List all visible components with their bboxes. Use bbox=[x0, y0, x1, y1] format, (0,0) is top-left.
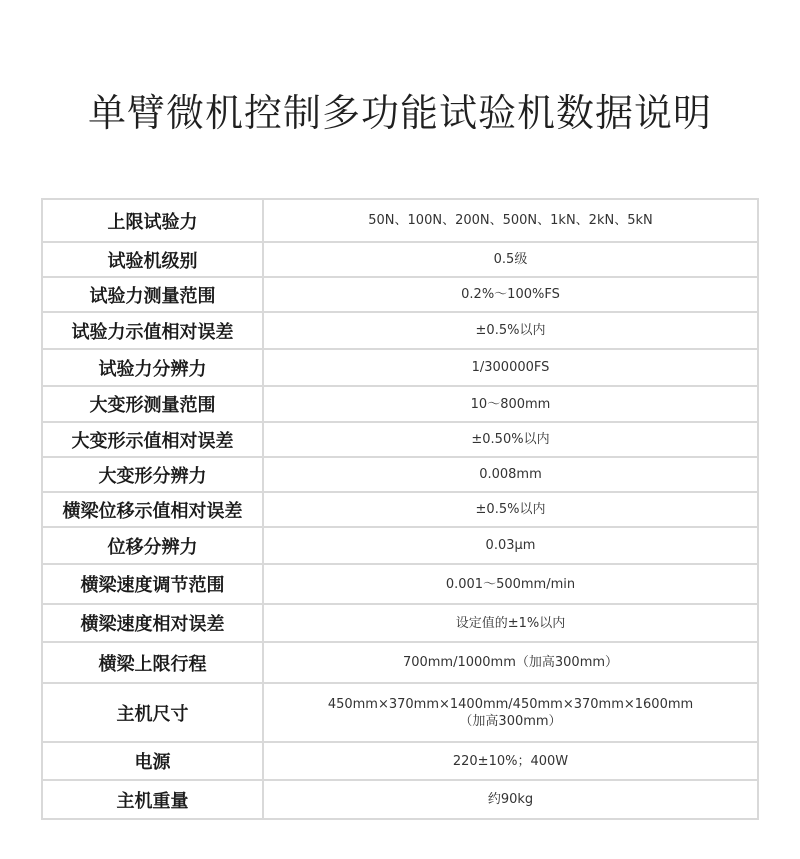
spec-label: 横梁速度相对误差 bbox=[42, 604, 263, 642]
spec-label: 上限试验力 bbox=[42, 199, 263, 242]
table-row bbox=[42, 242, 758, 277]
spec-table bbox=[41, 198, 759, 820]
spec-value: 700mm/1000mm（加高300mm） bbox=[263, 642, 758, 683]
spec-value: ±0.5%以内 bbox=[263, 492, 758, 527]
spec-label: 横梁位移示值相对误差 bbox=[42, 492, 263, 527]
spec-value: 0.2%～100%FS bbox=[263, 277, 758, 312]
table-row bbox=[42, 349, 758, 386]
spec-table-body bbox=[42, 199, 758, 819]
spec-label: 大变形测量范围 bbox=[42, 386, 263, 422]
spec-value bbox=[263, 683, 758, 742]
spec-label: 试验机级别 bbox=[42, 242, 263, 277]
spec-value: 0.008mm bbox=[263, 457, 758, 492]
spec-value-line: 450mm×370mm×1400mm/450mm×370mm×1600mm bbox=[327, 696, 694, 712]
spec-label: 试验力测量范围 bbox=[42, 277, 263, 312]
spec-label: 大变形示值相对误差 bbox=[42, 422, 263, 457]
spec-label: 试验力分辨力 bbox=[42, 349, 263, 386]
spec-label: 横梁速度调节范围 bbox=[42, 564, 263, 604]
spec-label: 位移分辨力 bbox=[42, 527, 263, 564]
spec-value: ±0.5%以内 bbox=[263, 312, 758, 349]
spec-value: 0.03μm bbox=[263, 527, 758, 564]
table-row bbox=[42, 199, 758, 242]
spec-value: 设定值的±1%以内 bbox=[263, 604, 758, 642]
page-title: 单臂微机控制多功能试验机数据说明 bbox=[87, 91, 712, 135]
table-row bbox=[42, 683, 758, 742]
spec-value: 0.5级 bbox=[263, 242, 758, 277]
spec-label: 主机重量 bbox=[42, 780, 263, 819]
spec-value: 0.001～500mm/min bbox=[263, 564, 758, 604]
table-row bbox=[42, 422, 758, 457]
table-row bbox=[42, 604, 758, 642]
spec-value: 约90kg bbox=[263, 780, 758, 819]
spec-label: 大变形分辨力 bbox=[42, 457, 263, 492]
spec-label: 主机尺寸 bbox=[42, 683, 263, 742]
table-row bbox=[42, 742, 758, 780]
table-row bbox=[42, 277, 758, 312]
spec-value: 10～800mm bbox=[263, 386, 758, 422]
table-row bbox=[42, 642, 758, 683]
spec-value: ±0.50%以内 bbox=[263, 422, 758, 457]
spec-value: 50N、100N、200N、500N、1kN、2kN、5kN bbox=[263, 199, 758, 242]
spec-label: 试验力示值相对误差 bbox=[42, 312, 263, 349]
spec-label: 电源 bbox=[42, 742, 263, 780]
table-row bbox=[42, 457, 758, 492]
table-row bbox=[42, 386, 758, 422]
table-row bbox=[42, 527, 758, 564]
spec-label: 横梁上限行程 bbox=[42, 642, 263, 683]
table-row bbox=[42, 492, 758, 527]
table-row bbox=[42, 564, 758, 604]
table-row bbox=[42, 780, 758, 819]
table-row bbox=[42, 312, 758, 349]
spec-value: 1/300000FS bbox=[263, 349, 758, 386]
spec-value: 220±10%；400W bbox=[263, 742, 758, 780]
spec-value-note: （加高300mm） bbox=[459, 713, 562, 729]
